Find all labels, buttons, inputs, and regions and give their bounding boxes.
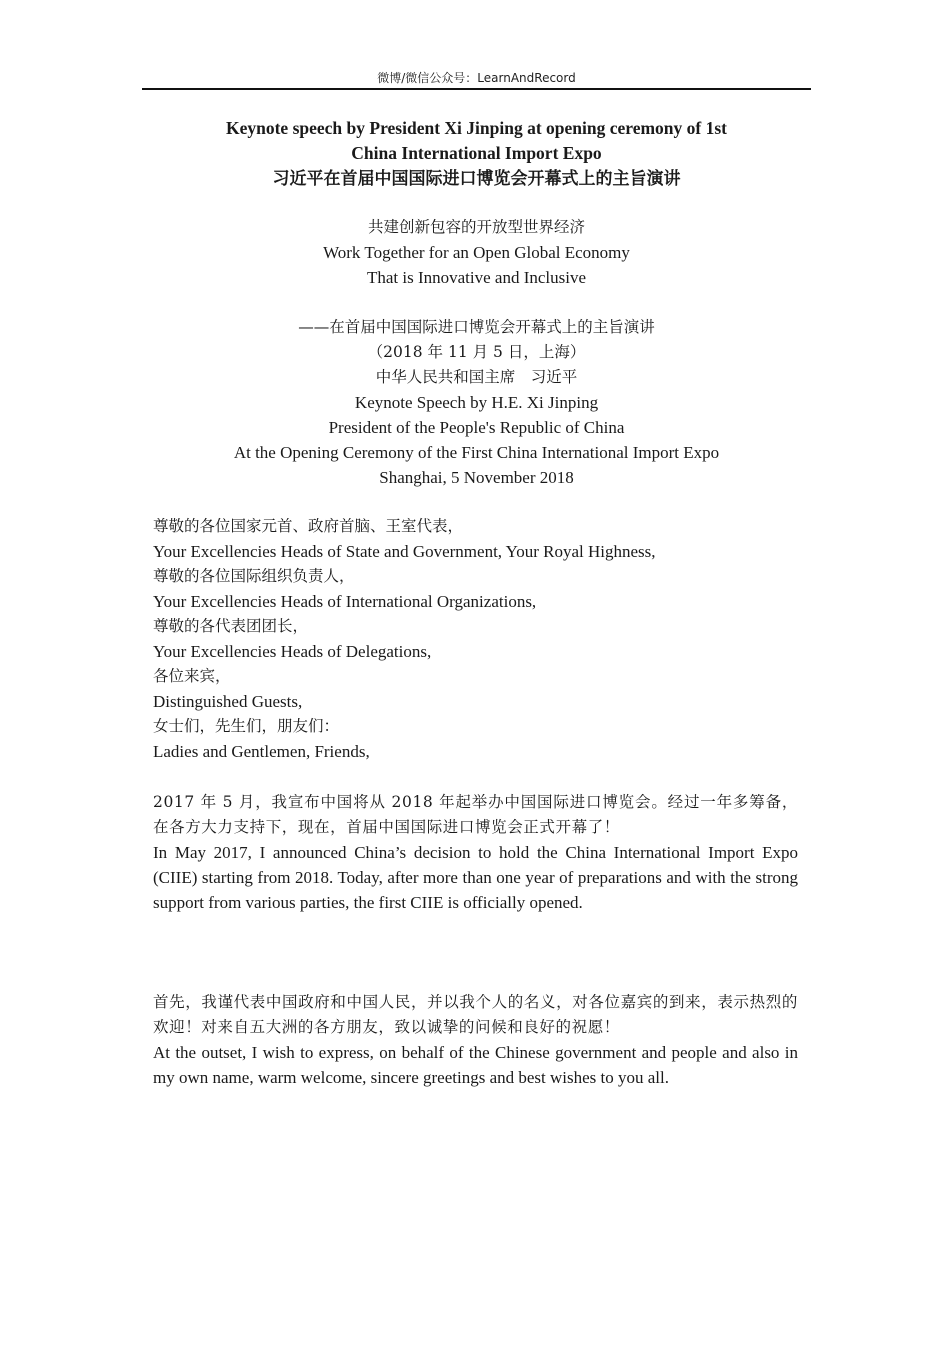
speech-subtitle: [142, 215, 811, 290]
byline-en-date: Shanghai, 5 November 2018: [379, 468, 574, 487]
byline-en-title: President of the People's Republic of China: [328, 418, 625, 437]
title-en-line-2: China International Import Expo: [351, 143, 602, 163]
speech-byline: [142, 315, 811, 490]
header-rule: [142, 88, 811, 90]
page-header: 微博/微信公众号：LearnAndRecord: [377, 71, 576, 85]
byline-en-occasion: At the Opening Ceremony of the First China International Import Expo: [233, 443, 720, 462]
salutation-zh: 尊敬的各位国家元首、政府首脑、王室代表，: [153, 517, 464, 535]
paragraph-zh: 首先，我谨代表中国政府和中国人民，并以我个人的名义，对各位嘉宾的到来，表示热烈的欢迎！对来自五大洲的各方朋友，致以诚挚的问候和良好的祝愿！: [153, 993, 798, 1036]
salutation-zh: 尊敬的各位国际组织负责人，: [153, 567, 355, 585]
title-en-line-1: Keynote speech by President Xi Jinping at opening ceremony of 1st: [225, 118, 727, 138]
byline-zh-occasion: ——在首届中国国际进口博览会开幕式上的主旨演讲: [298, 318, 655, 336]
paragraph-en: In May 2017, I announced China’s decision to hold the China International Import Expo (CIIE) starting from 2018. Today, after more than one year of preparations and with the strong support from various parties, the first CIIE is officially opened.: [153, 843, 798, 912]
title-zh: 习近平在首届中国国际进口博览会开幕式上的主旨演讲: [272, 169, 681, 189]
salutations: [153, 514, 798, 764]
byline-zh-speaker: 中华人民共和国主席 习近平: [375, 368, 578, 386]
salutation-zh: 尊敬的各代表团团长，: [153, 617, 309, 635]
paragraph-1: [153, 790, 798, 915]
paragraph-2: [153, 990, 798, 1090]
byline-en-speaker: Keynote Speech by H.E. Xi Jinping: [354, 393, 599, 412]
salutation-en: Ladies and Gentlemen, Friends,: [153, 742, 370, 761]
byline-zh-date: （2018 年 11 月 5 日，上海）: [367, 343, 586, 361]
salutation-zh: 各位来宾，: [153, 667, 231, 685]
salutation-en: Your Excellencies Heads of International Organizations,: [153, 592, 537, 611]
subtitle-en-line-2: That is Innovative and Inclusive: [366, 268, 587, 287]
subtitle-zh: 共建创新包容的开放型世界经济: [367, 218, 585, 236]
salutation-en: Your Excellencies Heads of State and Government, Your Royal Highness,: [153, 542, 656, 561]
salutation-en: Your Excellencies Heads of Delegations,: [153, 642, 432, 661]
salutation-zh: 女士们，先生们，朋友们：: [153, 717, 340, 735]
subtitle-en-line-1: Work Together for an Open Global Economy: [323, 243, 630, 262]
paragraph-en: At the outset, I wish to express, on behalf of the Chinese government and people and also in my own name, warm welcome, sincere greetings and best wishes to you all.: [153, 1043, 798, 1087]
salutation-en: Distinguished Guests,: [153, 692, 303, 711]
speech-title: [142, 116, 811, 192]
paragraph-zh: 2017 年 5 月，我宣布中国将从 2018 年起举办中国国际进口博览会。经过一年多筹备，在各方大力支持下，现在，首届中国国际进口博览会正式开幕了！: [153, 793, 798, 836]
